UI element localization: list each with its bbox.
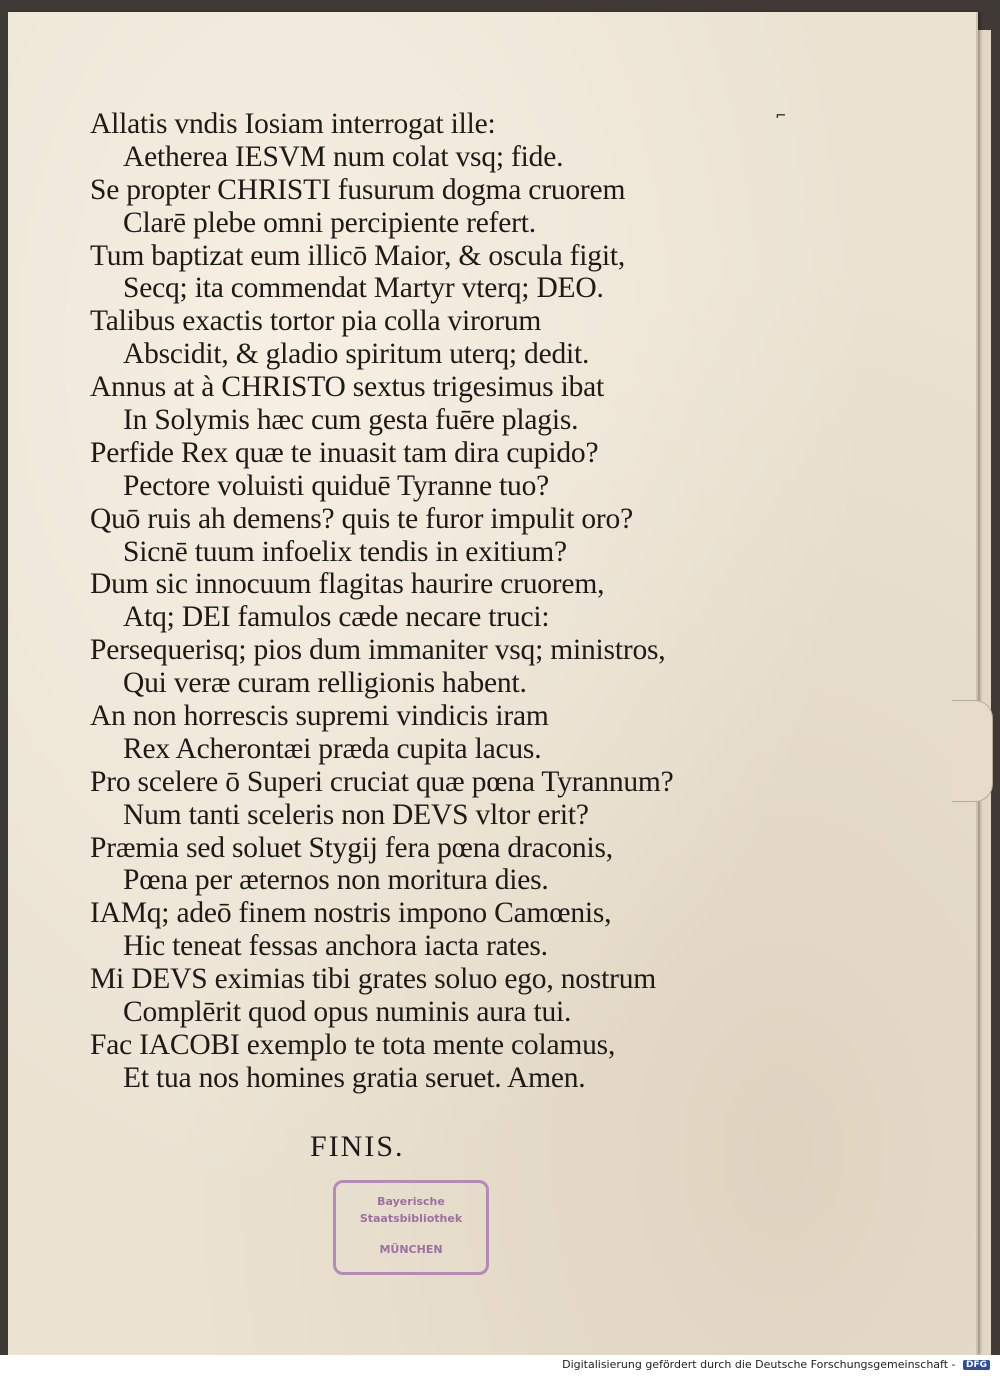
finis-heading: FINIS. [310,1130,405,1163]
poem-line: Aetherea IESVM num colat vsq; fide. [123,140,564,173]
poem-line: Tum baptizat eum illicō Maior, & oscula figit, [90,239,626,272]
poem-line: Rex Acherontæi præda cupita lacus. [123,732,542,765]
poem-line: Perfide Rex quæ te inuasit tam dira cupido? [90,436,599,469]
stamp-line-2: Staatsbibliothek [359,1212,463,1225]
poem-line: Pectore voluisti quiduē Tyranne tuo? [123,469,550,502]
poem-line: In Solymis hæc cum gesta fuēre plagis. [123,404,579,437]
page-tab [952,700,993,802]
poem-line: Allatis vndis Iosiam interrogat ille: [90,108,496,140]
poem-text [90,108,750,1095]
poem-line: Secq; ita commendat Martyr vterq; DEO. [123,272,604,305]
poem-line: An non horrescis supremi vindicis iram [90,700,549,733]
poem-line: Qui veræ curam relligionis habent. [123,667,527,700]
poem-line: Sicnē tuum infoelix tendis in exitium? [123,535,567,568]
poem-line: Quō ruis ah demens? quis te furor impulit oro? [90,502,633,535]
poem-line: Mi DEVS eximias tibi grates soluo ego, nostrum [90,963,657,996]
poem-line: Dum sic innocuum flagitas haurire cruorem, [90,568,605,601]
dfg-logo-icon[interactable]: DFG [963,1360,990,1370]
poem-line: Abscidit, & gladio spiritum uterq; dedit. [123,338,590,371]
footer-bar [0,1355,1000,1376]
corner-mark: ⌐ [776,106,786,125]
poem-line: Clarē plebe omni percipiente refert. [123,206,536,239]
poem-line: Se propter CHRISTI fusurum dogma cruorem [90,173,626,206]
poem-line: Pœna per æternos non moritura dies. [123,864,549,897]
poem-line: Annus at à CHRISTO sextus trigesimus ibat [90,371,605,404]
footer-credit [562,1358,990,1371]
library-stamp [333,1180,489,1275]
poem-line: Hic teneat fessas anchora iacta rates. [123,930,548,963]
poem-line: Atq; DEI famulos cæde necare truci: [123,601,550,634]
poem-line: Præmia sed soluet Stygij fera pœna draconis, [90,831,613,864]
poem-line: Complērit quod opus numinis aura tui. [123,996,572,1029]
poem-line: Et tua nos homines gratia seruet. Amen. [123,1061,586,1094]
stamp-line-3: MÜNCHEN [379,1243,443,1256]
poem-line: Talibus exactis tortor pia colla virorum [90,305,542,338]
poem-line: Persequerisq; pios dum immaniter vsq; ministros, [90,634,666,667]
poem-line: Num tanti sceleris non DEVS vltor erit? [123,798,589,831]
stamp-line-1: Bayerische [377,1195,445,1208]
footer-credit-text: Digitalisierung gefördert durch die Deutsche Forschungsgemeinschaft - [562,1358,956,1371]
poem-line: IAMq; adeō finem nostris impono Camœnis, [90,897,612,930]
poem-line: Fac IACOBI exemplo te tota mente colamus, [90,1028,616,1061]
poem-line: Pro scelere ō Superi cruciat quæ pœna Tyrannum? [90,765,674,798]
